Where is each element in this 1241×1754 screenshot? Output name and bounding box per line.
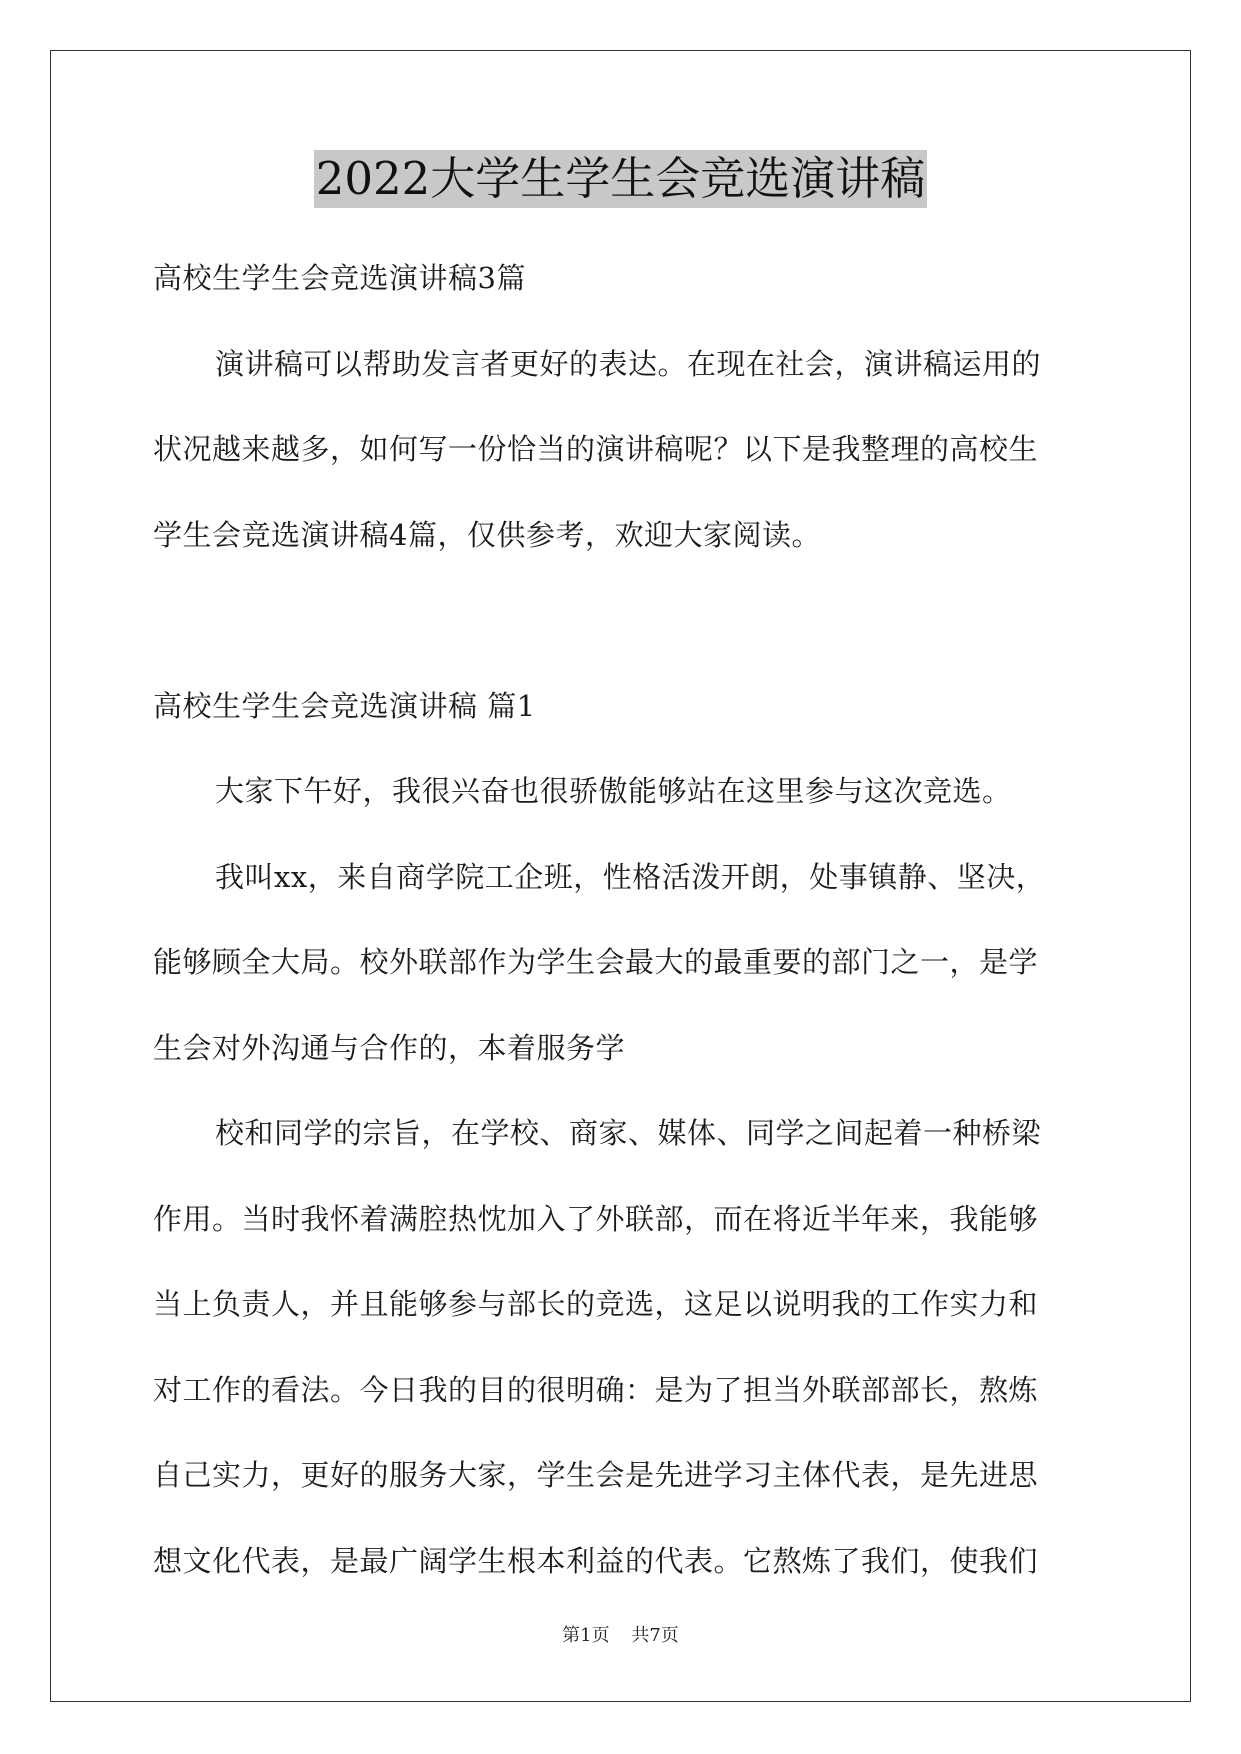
text-line: 校和同学的宗旨，在学校、商家、媒体、同学之间起着一种桥梁 [215,1116,1042,1150]
text-line: 大家下午好，我很兴奋也很骄傲能够站在这里参与这次竞选。 [215,774,1012,808]
page-footer [0,1624,1241,1648]
document-title: 2022大学生学生会竞选演讲稿 [314,150,928,208]
text-line: 演讲稿可以帮助发言者更好的表达。在现在社会，演讲稿运用的 [215,346,1042,381]
text-line: 能够顾全大局。校外联部作为学生会最大的最重要的部门之一，是学 [153,945,1039,979]
text-line: 高校生学生会竞选演讲稿3篇 [153,261,526,295]
text-line: 高校生学生会竞选演讲稿 篇1 [153,688,536,723]
text-line: 学生会竞选演讲稿4篇，仅供参考，欢迎大家阅读。 [153,517,821,552]
page-number-current: 第1页 [562,1625,610,1646]
paragraph-gap [153,578,1098,664]
text-line: 状况越来越多，如何写一份恰当的演讲稿呢？以下是我整理的高校生 [153,432,1039,466]
text-line: 生会对外沟通与合作的，本着服务学 [153,1030,626,1065]
page-number-total: 共7页 [631,1625,679,1646]
text-line: 我叫xx，来自商学院工企班，性格活泼开朗，处事镇静、坚决， [215,859,1046,894]
text-line: 作用。当时我怀着满腔热忱加入了外联部，而在将近半年来，我能够 [153,1201,1039,1236]
text-line: 对工作的看法。今日我的目的很明确：是为了担当外联部部长，熬炼 [153,1372,1039,1407]
text-line: 想文化代表，是最广阔学生根本利益的代表。它熬炼了我们，使我们 [153,1543,1039,1578]
title-container [0,150,1241,208]
text-line: 当上负责人，并且能够参与部长的竞选，这足以说明我的工作实力和 [153,1287,1039,1321]
text-line: 自己实力，更好的服务大家，学生会是先进学习主体代表，是先进思 [153,1458,1039,1492]
document-body [153,236,1098,1604]
